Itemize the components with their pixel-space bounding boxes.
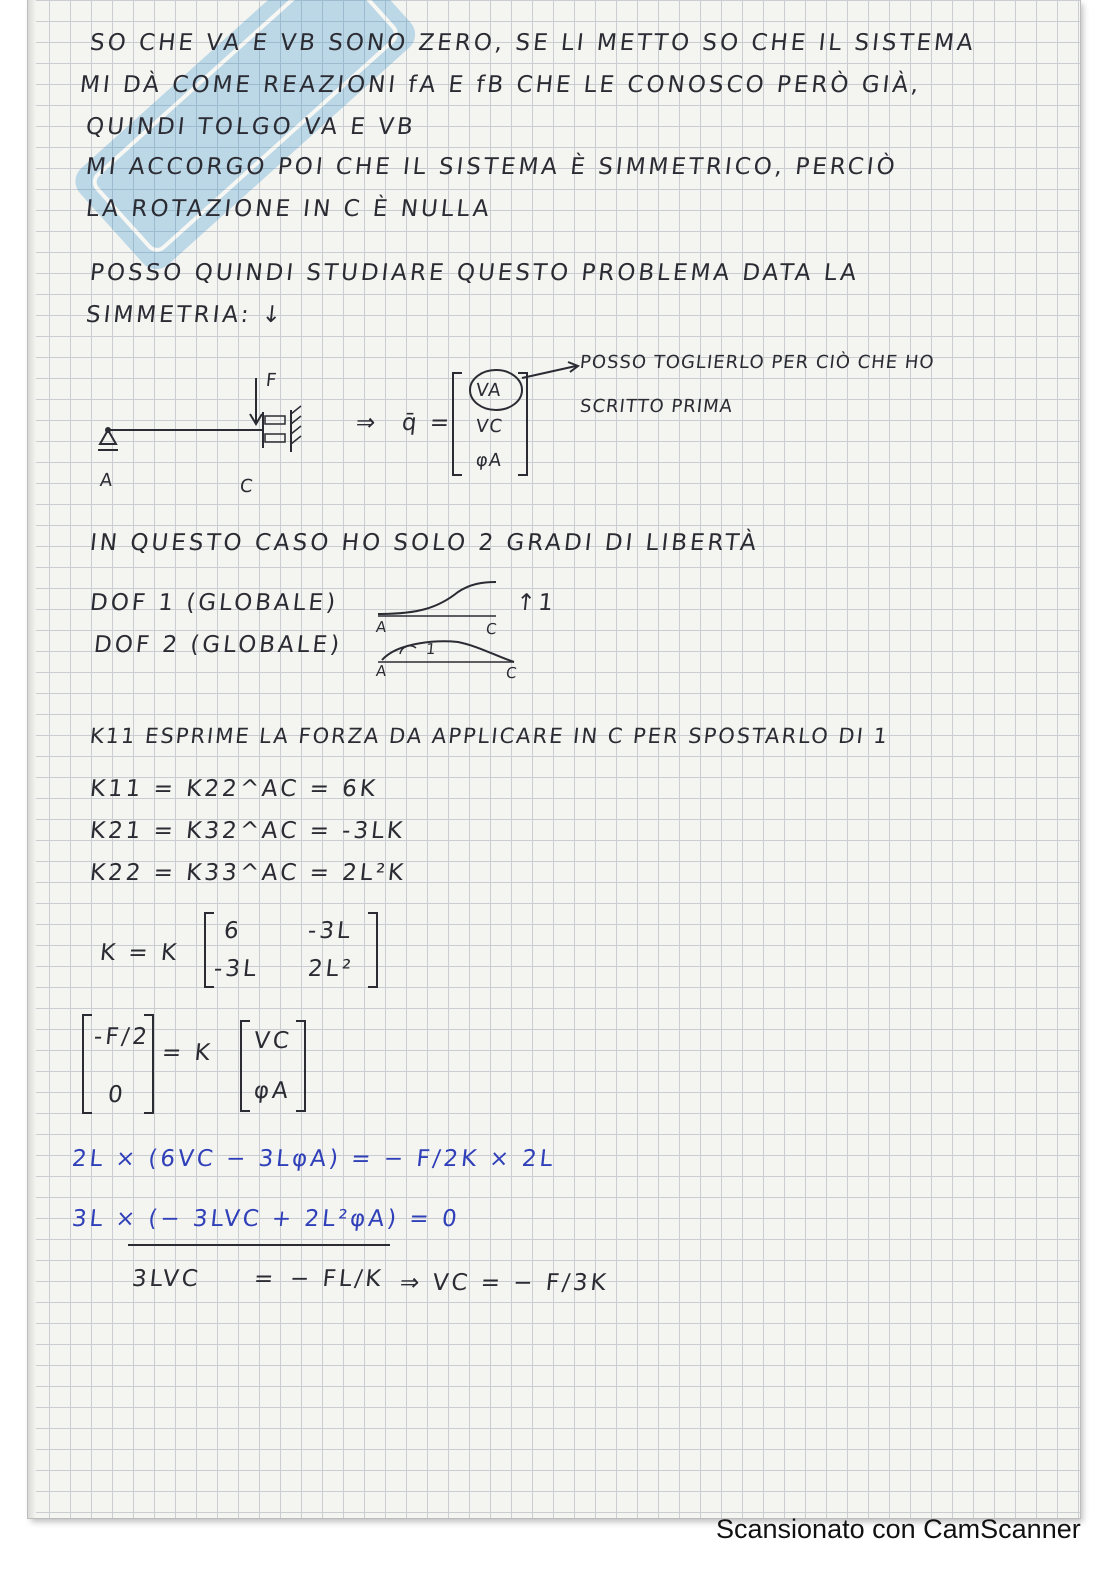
dof2-node-c: C <box>505 664 519 682</box>
implies-arrow: ⇒ <box>354 410 380 436</box>
lhs-bracket-left <box>82 1014 92 1114</box>
result-lhs: 3LVC <box>130 1266 203 1292</box>
result-final: ⇒ VC = − F/3K <box>398 1270 610 1296</box>
scanner-watermark-text: Scansionato con CamScanner <box>716 1514 1081 1544</box>
dof1-sketch <box>378 578 498 622</box>
force-label: F <box>264 370 279 391</box>
dof2-sketch <box>378 634 518 668</box>
result-equals: = <box>252 1266 278 1292</box>
dof-intro: IN QUESTO CASO HO SOLO 2 GRADI DI LIBERTÀ <box>88 530 761 556</box>
q-entry-vc: VC <box>474 416 504 437</box>
system-equals-k: = K <box>160 1040 215 1066</box>
symmetric-beam-diagram <box>88 360 328 470</box>
note-line-7: SIMMETRIA: ↓ <box>84 302 286 328</box>
q-vector-label: q̄ = <box>400 410 454 436</box>
note-line-2: MI DÀ COME REAZIONI fA E fB CHE LE CONOSCO PERÒ GIÀ, <box>78 72 923 98</box>
k-matrix-r1c2: -3L <box>306 918 355 944</box>
k-matrix-bracket-right <box>368 912 378 988</box>
remark-line-2: SCRITTO PRIMA <box>578 396 734 417</box>
dof2-rotation-label: 1 <box>425 640 438 658</box>
k11-equation: K11 = K22^AC = 6K <box>88 776 380 802</box>
sum-divider-line <box>128 1244 390 1246</box>
note-line-1: SO CHE VA E VB SONO ZERO, SE LI METTO SO CHE IL SISTEMA <box>88 30 977 56</box>
lhs-entry-1: -F/2 <box>92 1024 152 1050</box>
rhs-entry-phia: φA <box>252 1078 293 1104</box>
notebook-page <box>28 0 1080 1518</box>
dof1-label: DOF 1 (GLOBALE) <box>88 590 340 616</box>
note-line-6: POSSO QUINDI STUDIARE QUESTO PROBLEMA DATA LA <box>88 260 861 286</box>
lhs-entry-2: 0 <box>106 1082 128 1108</box>
q-entry-va: VA <box>474 380 503 401</box>
page-edge <box>28 0 36 1518</box>
remark-line-1: POSSO TOGLIERLO PER CIÒ CHE HO <box>578 352 936 373</box>
rhs-entry-vc: VC <box>252 1028 294 1054</box>
dof1-arrow: ↑1 <box>514 590 558 616</box>
k-matrix-r1c1: 6 <box>222 918 244 944</box>
rhs-bracket-left <box>240 1020 250 1112</box>
k-matrix-r2c1: -3L <box>212 956 261 982</box>
result-rhs: − FL/K <box>288 1266 385 1292</box>
note-line-5: LA ROTAZIONE IN C È NULLA <box>84 196 493 222</box>
node-c-label: C <box>238 476 255 497</box>
solution-eq-1: 2L × (6VC − 3LφA) = − F/2K × 2L <box>70 1146 557 1172</box>
rhs-bracket-right <box>296 1020 306 1112</box>
k22-equation: K22 = K33^AC = 2L²K <box>88 860 408 886</box>
dof1-node-c: C <box>485 620 499 638</box>
node-a-label: A <box>98 470 115 491</box>
stiffness-matrix-prefix: K = K <box>98 940 181 966</box>
q-entry-phia: φA <box>474 450 504 471</box>
k-matrix-r2c2: 2L² <box>306 956 356 982</box>
dof2-label: DOF 2 (GLOBALE) <box>92 632 344 658</box>
k21-equation: K21 = K32^AC = -3LK <box>88 818 407 844</box>
stiffness-explanation: K11 ESPRIME LA FORZA DA APPLICARE IN C PER SPOSTARLO DI 1 <box>88 724 891 748</box>
solution-eq-2: 3L × (− 3LVC + 2L²φA) = 0 <box>70 1206 461 1232</box>
dof1-node-a: A <box>375 618 389 636</box>
note-line-4: MI ACCORGO POI CHE IL SISTEMA È SIMMETRICO, PERCIÒ <box>84 154 899 180</box>
circled-va-remark-arrow <box>456 362 556 422</box>
dof2-node-a: A <box>375 662 389 680</box>
note-line-3: QUINDI TOLGO VA E VB <box>84 114 417 140</box>
